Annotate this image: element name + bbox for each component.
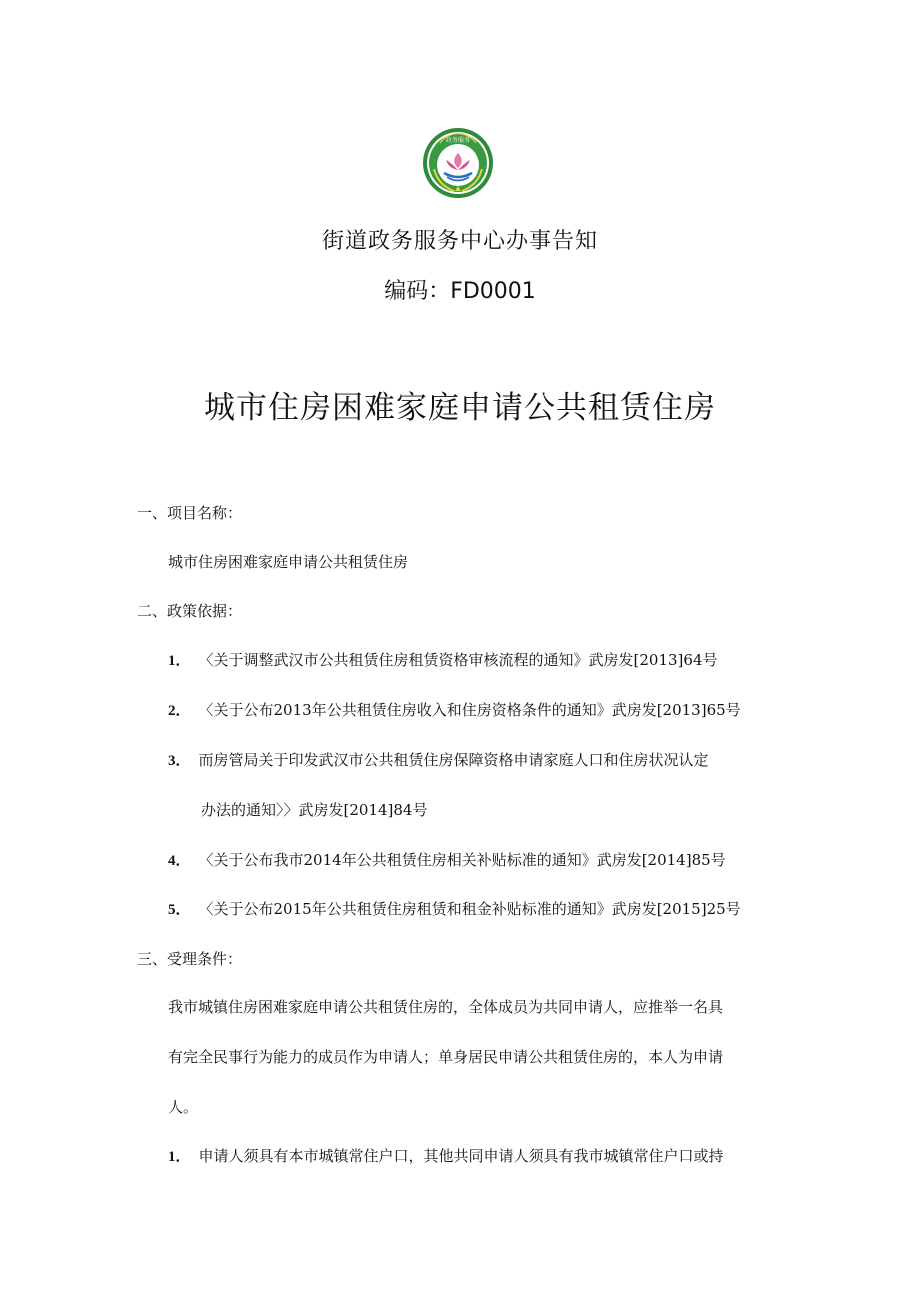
- paragraph: 我市城镇住房困难家庭申请公共租赁住房的，全体成员为共同申请人，应推举一名具: [168, 998, 724, 1016]
- list-item-number: 3．: [168, 753, 191, 769]
- list-item-text: 〈关于调整武汉市公共租赁住房租赁资格审核流程的通知》武房发[2013]64号: [198, 651, 718, 669]
- section-heading: 二、政策依据：: [137, 602, 243, 620]
- list-item: [168, 749, 709, 770]
- list-item: [168, 849, 726, 870]
- logo-text: 政务服务: [445, 137, 471, 144]
- list-item-text: 〈关于公布我市2014年公共租赁住房相关补贴标准的通知》武房发[2014]85号: [198, 851, 726, 869]
- list-item-continuation: 办法的通知〉〉武房发[2014]84号: [201, 801, 428, 819]
- government-service-logo: [420, 127, 496, 199]
- paragraph: 有完全民事行为能力的成员作为申请人；单身居民申请公共租赁住房的，本人为申请: [168, 1048, 724, 1066]
- paragraph: 人。: [168, 1098, 199, 1116]
- paragraph: 城市住房困难家庭申请公共租赁住房: [168, 553, 409, 571]
- list-item-text: 而房管局关于印发武汉市公共租赁住房保障资格申请家庭人口和住房状况认定: [198, 751, 709, 769]
- page-title: 城市住房困难家庭申请公共租赁住房: [204, 390, 716, 426]
- notice-title: 街道政务服务中心办事告知: [321, 229, 598, 254]
- section-heading: 一、项目名称：: [137, 504, 243, 522]
- list-item-text: 〈关于公布2015年公共租赁住房租赁和租金补贴标准的通知》武房发[2015]25号: [198, 900, 741, 918]
- list-item-number: 1．: [168, 653, 191, 669]
- section-heading: 三、受理条件：: [137, 950, 243, 968]
- list-item: [168, 699, 741, 720]
- list-item: [168, 649, 717, 670]
- list-item-text: 〈关于公布2013年公共租赁住房收入和住房资格条件的通知》武房发[2013]65号: [198, 701, 741, 719]
- list-item-number: 2．: [168, 703, 191, 719]
- list-item-number: 5．: [168, 902, 191, 918]
- list-item: [168, 898, 741, 919]
- list-item-number: 1．: [168, 1149, 191, 1165]
- list-item-text: 申请人须具有本市城镇常住户口，其他共同申请人须具有我市城镇常住户口或持: [198, 1147, 724, 1165]
- document-code: 编码：FD0001: [384, 279, 536, 304]
- list-item: [168, 1145, 724, 1166]
- list-item-number: 4．: [168, 853, 191, 869]
